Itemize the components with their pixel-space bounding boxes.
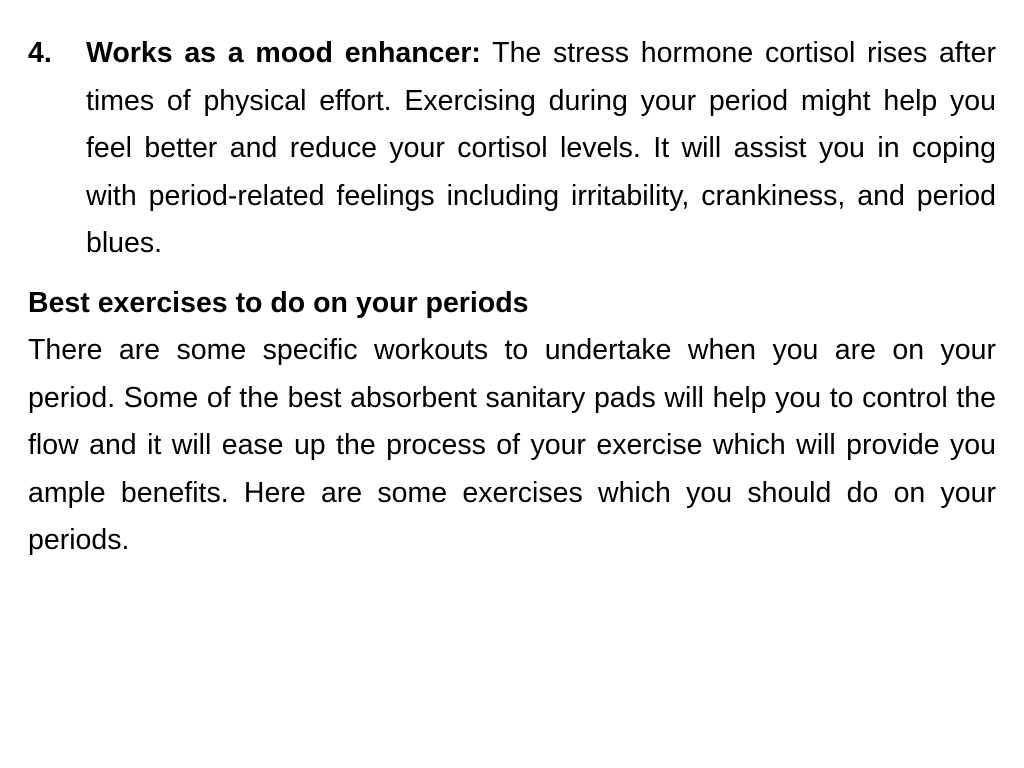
slide-content — [28, 30, 996, 565]
section-heading: Best exercises to do on your periods — [28, 286, 529, 319]
list-item-text: The stress hormone cortisol rises after times of physical effort. Exercising during your period might help you feel better and reduce your cortisol levels. It will assist you in coping with period-related feelings including irritability, crankiness, and period blues. — [86, 37, 996, 259]
list-item-mood-enhancer — [28, 30, 996, 268]
list-number: 4. — [28, 37, 52, 69]
section-paragraph: There are some specific workouts to undertake when you are on your period. Some of the best absorbent sanitary pads will help you to control the flow and it will ease up the process of your exercise which will provide you ample benefits. Here are some exercises which you should do on your periods. — [28, 334, 996, 556]
list-item-lead: Works as a mood enhancer: — [86, 37, 481, 69]
